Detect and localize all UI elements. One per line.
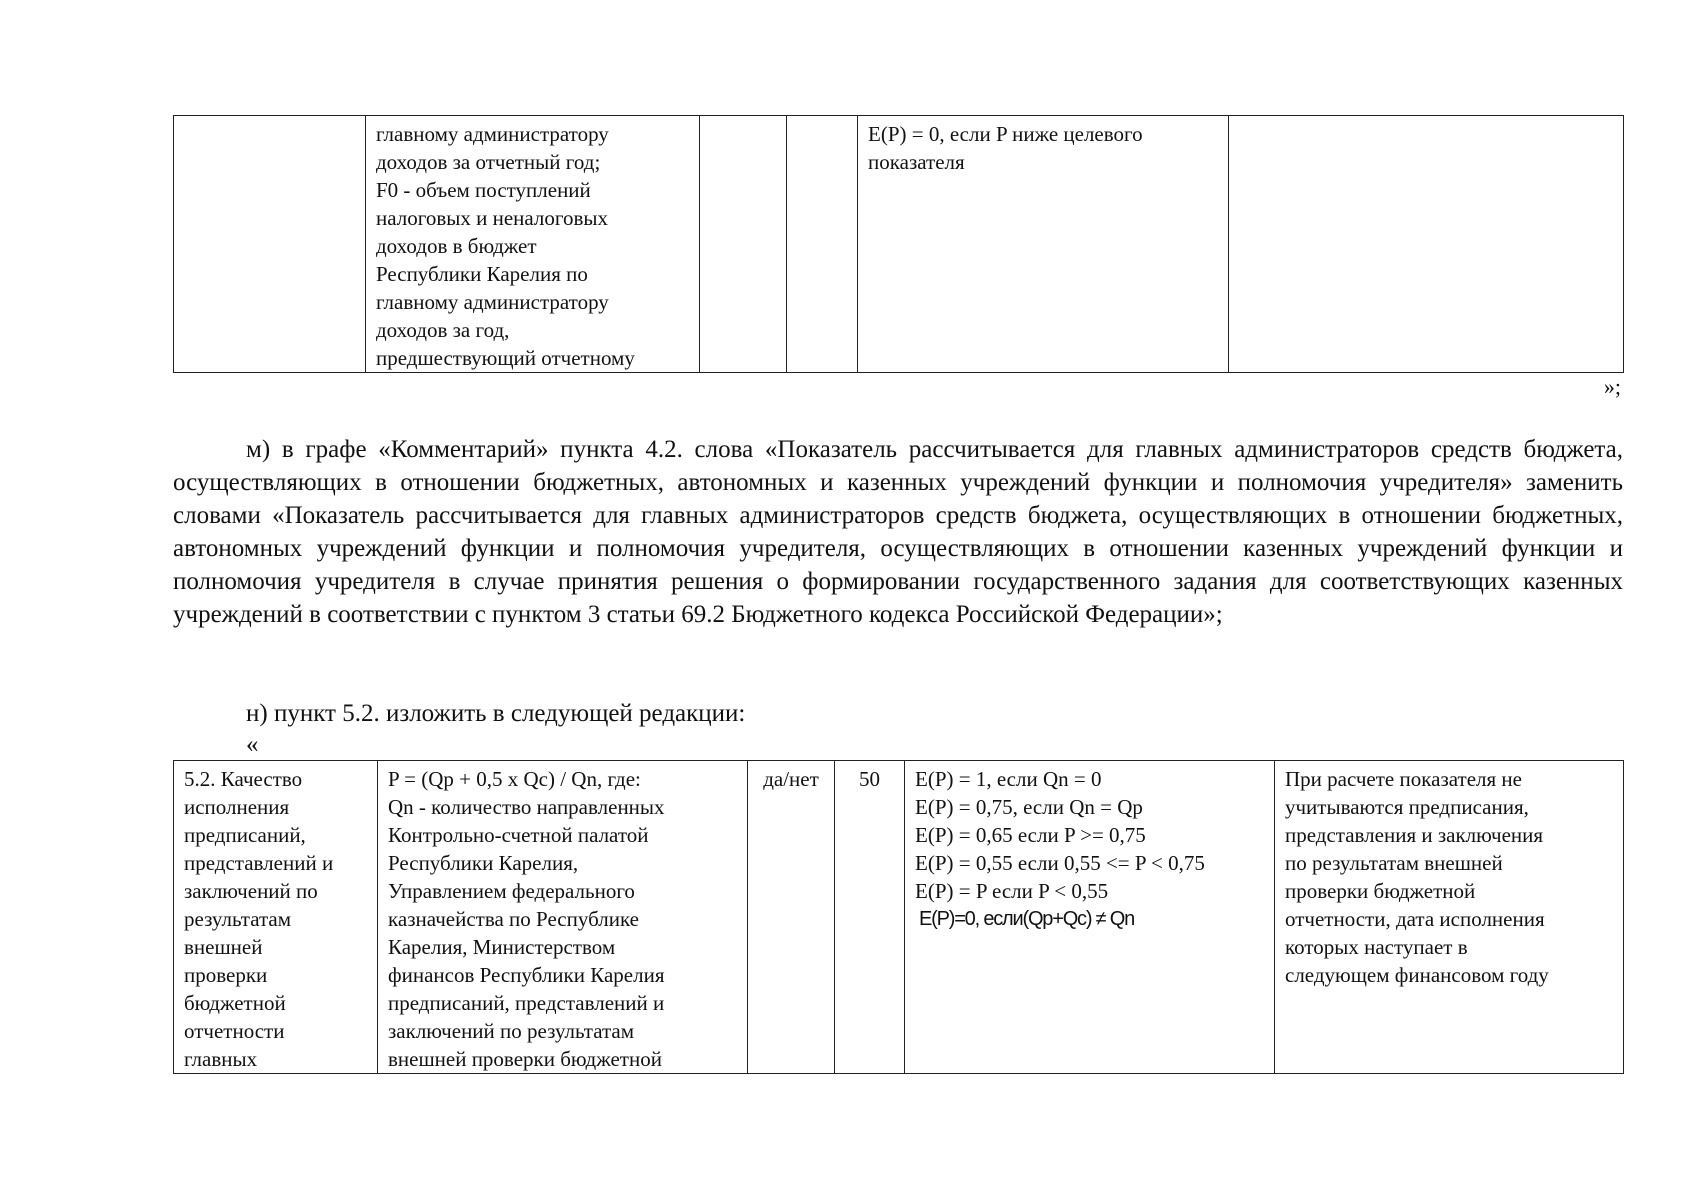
cell-indicator-name: 5.2. Качество исполнения предписаний, представлений и заключений по результатам внешней проверки бюджетной отчетности главных [174, 761, 378, 1074]
continued-table [173, 115, 1624, 373]
cell-weight [787, 116, 858, 373]
cell-unit [700, 116, 787, 373]
cell-indicator-name [174, 116, 366, 373]
paragraph-m [173, 433, 1623, 631]
evaluation-rules: E(P) = 1, если Qn = 0 E(P) = 0,75, если Qn = Qp E(P) = 0,65 если P >= 0,75 E(P) = 0,55 если 0,55 <= P < 0,75 E(P) = P если P < 0,55 [915, 767, 1205, 903]
cell-comment: При расчете показателя не учитываются предписания, представления и заключения по результатам внешней проверки бюджетной отчетности, дата исполнения которых наступает в следующем финансовом году [1275, 761, 1624, 1074]
cell-unit: да/нет [748, 761, 835, 1074]
cell-evaluation [905, 761, 1275, 1074]
cell-comment [1229, 116, 1624, 373]
open-quote: « [246, 731, 259, 758]
new-table [173, 760, 1624, 1074]
cell-evaluation: E(P) = 0, если P ниже целевого показателя [858, 116, 1229, 373]
table-row [174, 116, 1624, 373]
cell-formula: P = (Qp + 0,5 x Qc) / Qn, где: Qn - количество направленных Контрольно-счетной палатой Республики Карелия, Управлением федерального казначейства по Республике Карелия, Министерством финансов Республики Карелия предписаний, представлений и заключений по результатам внешней проверки бюджетной [378, 761, 748, 1074]
table-row [174, 761, 1624, 1074]
cell-weight: 50 [835, 761, 905, 1074]
cell-formula: главному администратору доходов за отчетный год; F0 - объем поступлений налоговых и неналоговых доходов в бюджет Республики Карелия по главному администратору доходов за год, предшествующий отчетному [366, 116, 700, 373]
closing-quote: »; [1603, 374, 1621, 399]
evaluation-formula: E(P)=0, если(Qp+Qc) ≠ Qn [919, 908, 1135, 930]
paragraph-m-text: м) в графе «Комментарий» пункта 4.2. слова «Показатель рассчитывается для главных администраторов средств бюджета, осуществляющих в отношении бюджетных, автономных и казенных учреждений функции и полномочия учредителя» заменить словами «Показатель рассчитывается для главных администраторов средств бюджета, осуществляющих в отношении бюджетных, автономных учреждений функции и полномочия учредителя, осуществляющих в отношении казенных учреждений функции и полномочия учредителя в случае принятия решения о формировании государственного задания для соответствующих казенных учреждений в соответствии с пунктом 3 статьи 69.2 Бюджетного кодекса Российской Федерации»; [173, 436, 1623, 628]
paragraph-n: н) пункт 5.2. изложить в следующей редакции: [246, 700, 746, 727]
